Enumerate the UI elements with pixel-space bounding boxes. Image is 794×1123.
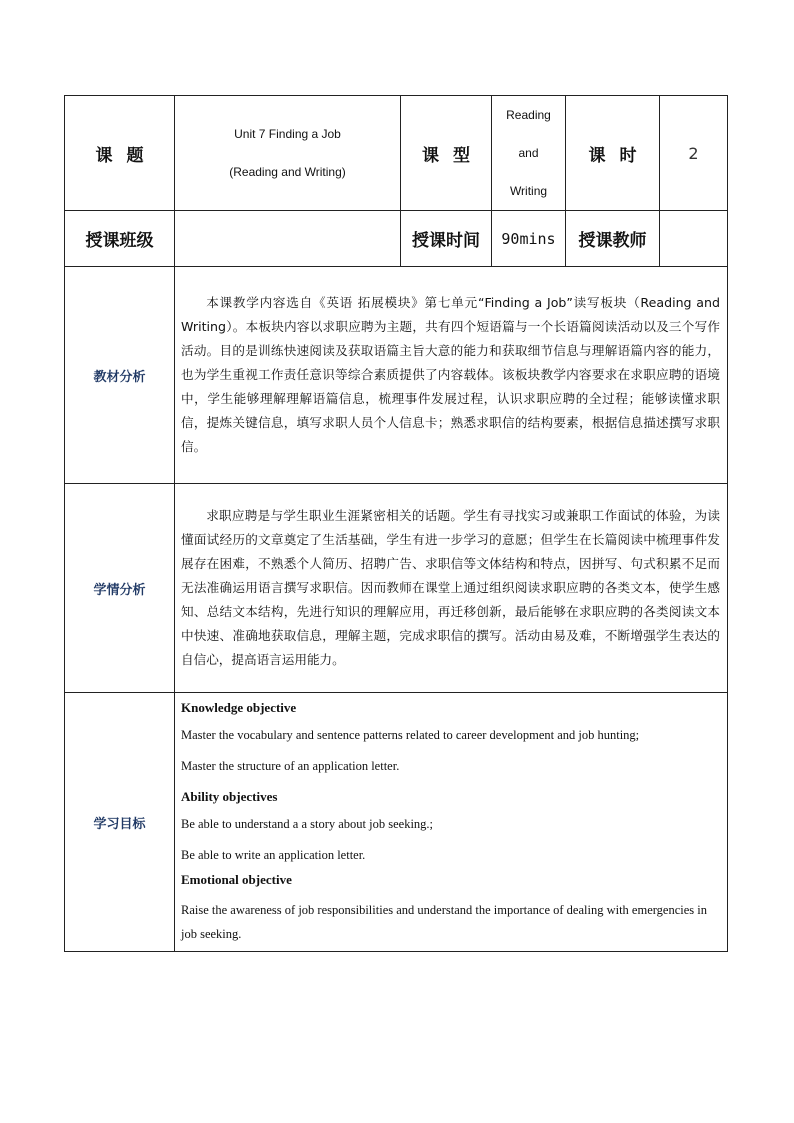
material-row <box>65 267 728 484</box>
emotional-heading: Emotional objective <box>181 872 292 887</box>
learning-objectives <box>175 693 728 952</box>
students-row <box>65 484 728 693</box>
knowledge-heading: Knowledge objective <box>181 700 297 715</box>
students-label: 学情分析 <box>65 484 175 693</box>
ability-item-1: Be able to understand a a story about job seeking.; <box>181 817 434 831</box>
material-analysis <box>175 267 728 484</box>
topic-label: 课题 <box>65 96 175 211</box>
knowledge-item-2: Master the structure of an application letter. <box>181 759 400 773</box>
knowledge-item-1: Master the vocabulary and sentence patterns related to career development and job hunting; <box>181 728 640 742</box>
teacher-label: 授课教师 <box>566 211 660 267</box>
topic-line-2: (Reading and Writing) <box>229 165 346 179</box>
material-label: 教材分析 <box>65 267 175 484</box>
header-row-2 <box>65 211 728 267</box>
type-line-3: Writing <box>509 184 548 198</box>
teacher-value <box>660 211 728 267</box>
class-label: 授课班级 <box>65 211 175 267</box>
type-line-2: and <box>518 146 539 160</box>
period-value: 2 <box>660 96 728 211</box>
students-text: 求职应聘是与学生职业生涯紧密相关的话题。学生有寻找实习或兼职工作面试的体验，为读懂面试经历的文章奠定了生活基础，学生有进一步学习的意愿；但学生在长篇阅读中梳理事件发展存在困难，不熟悉个人简历、招聘广告、求职信等文体结构和特点，因拼写、句式积累不足而无法准确运用语言撰写求职信。因而教师在课堂上通过组织阅读求职应聘的各类文本，使学生感知、总结文本结构，先进行知识的理解应用，再迁移创新，最后能够在求职应聘的各类阅读文本中快速、准确地获取信息，理解主题，完成求职信的撰写。活动由易及难，不断增强学生表达的自信心，提高语言运用能力。 <box>181 508 720 667</box>
header-row-1 <box>65 96 728 211</box>
material-text: 本课教学内容选自《英语 拓展模块》第七单元“Finding a Job”读写板块（Reading and Writing）。本板块内容以求职应聘为主题，共有四个短语篇与一个长语篇阅读活动以及三个写作活动。目的是训练快速阅读及获取语篇主旨大意的能力和获取细节信息与理解语篇内容的能力，也为学生重视工作责任意识等综合素质提供了内容载体。该板块教学内容要求在求职应聘的语境中，学生能够理解理解语篇信息，梳理事件发展过程，认识求职应聘的全过程；能够读懂求职信，提炼关键信息，填写求职人员个人信息卡；熟悉求职信的结构要素，根据信息描述撰写求职信。 <box>181 295 720 454</box>
time-value: 90mins <box>492 211 566 267</box>
type-value <box>492 96 566 211</box>
objectives-label: 学习目标 <box>65 693 175 952</box>
topic-line-1: Unit 7 Finding a Job <box>234 127 341 141</box>
students-analysis <box>175 484 728 693</box>
lesson-plan-table <box>64 95 728 952</box>
period-label: 课时 <box>566 96 660 211</box>
emotional-item-1: Raise the awareness of job responsibilities and understand the importance of dealing with emergencies in job seeking. <box>181 903 708 941</box>
topic-value <box>175 96 401 211</box>
type-label: 课型 <box>401 96 492 211</box>
ability-heading: Ability objectives <box>181 789 278 804</box>
ability-item-2: Be able to write an application letter. <box>181 848 366 862</box>
type-line-1: Reading <box>506 108 551 122</box>
class-value <box>175 211 401 267</box>
time-label: 授课时间 <box>401 211 492 267</box>
objectives-row <box>65 693 728 952</box>
